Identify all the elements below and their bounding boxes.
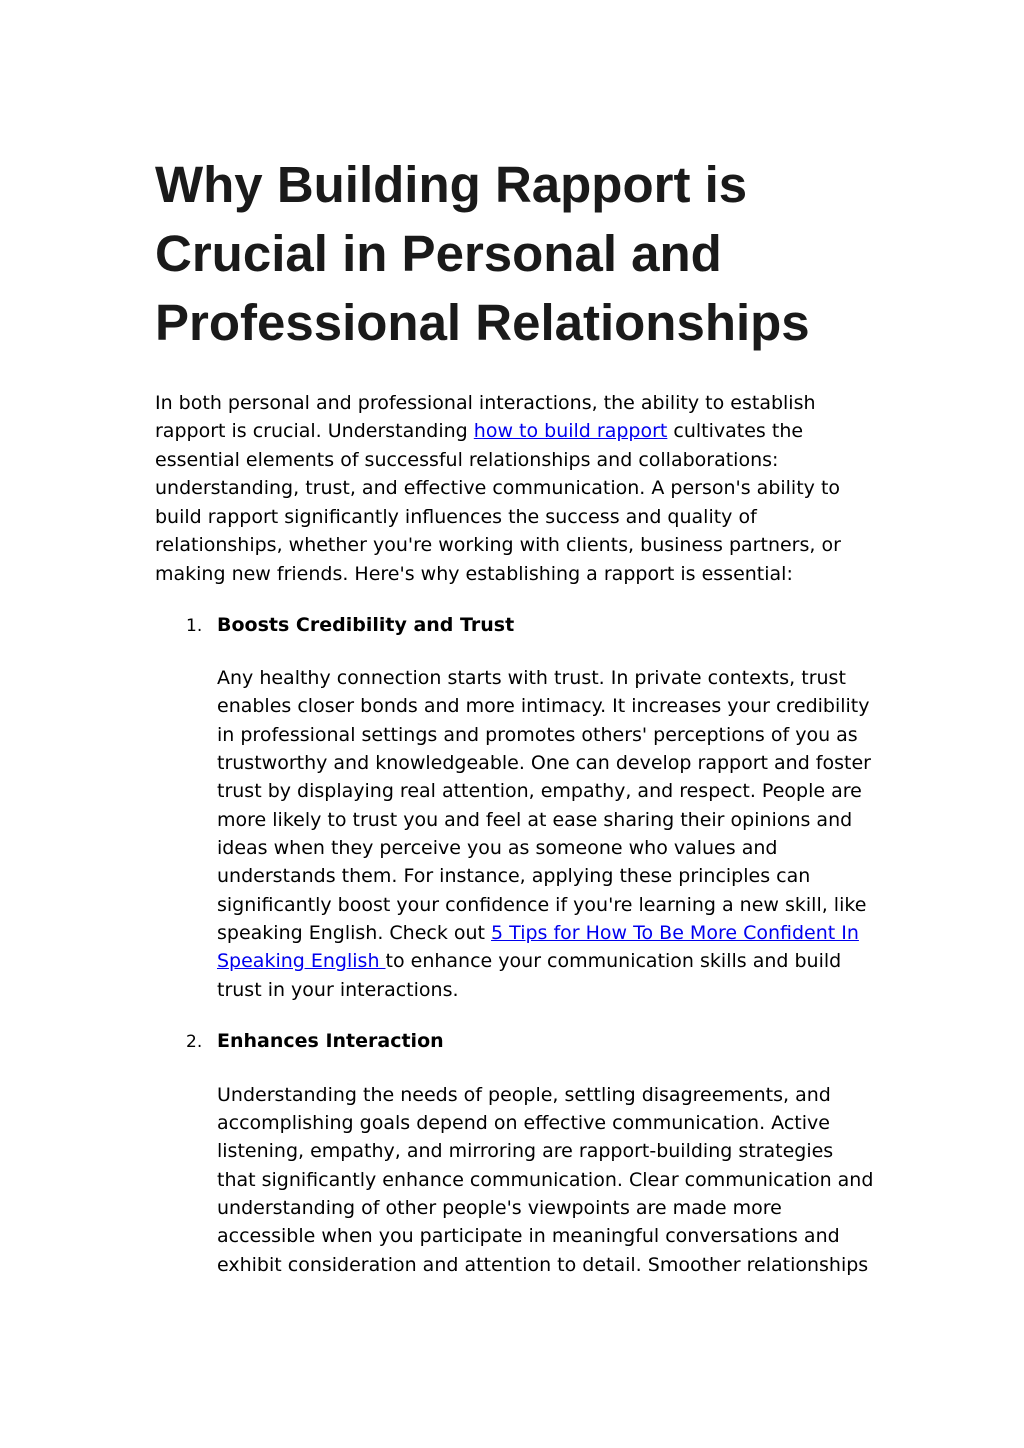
paragraph-line: Understanding the needs of people, settling disagreements, and [217, 1084, 831, 1106]
paragraph-line: exhibit consideration and attention to detail. Smoother relationships [217, 1254, 869, 1276]
paragraph-line: listening, empathy, and mirroring are rapport-building strategies [217, 1140, 834, 1162]
paragraph-line: that significantly enhance communication. Clear communication and [217, 1169, 874, 1191]
list-item-number: 1. [186, 616, 203, 636]
intro-text: cultivates the [667, 420, 804, 442]
paragraph-line: trust in your interactions. [217, 979, 459, 1001]
intro-line: making new friends. Here's why establishing a rapport is essential: [155, 563, 793, 585]
list-item-heading: Enhances Interaction [217, 1030, 444, 1052]
paragraph-line: accessible when you participate in meaningful conversations and [217, 1225, 840, 1247]
title-line: Crucial in Personal and [155, 225, 722, 282]
paragraph-line: enables closer bonds and more intimacy. It increases your credibility [217, 695, 870, 717]
list-item-heading: Boosts Credibility and Trust [217, 614, 515, 636]
intro-line: understanding, trust, and effective communication. A person's ability to [155, 477, 841, 499]
list-item-number: 2. [186, 1032, 203, 1052]
paragraph-line: accomplishing goals depend on effective communication. Active [217, 1112, 830, 1134]
intro-line [155, 417, 803, 446]
paragraph-line: Any healthy connection starts with trust. In private contexts, trust [217, 667, 846, 689]
confident-english-link[interactable]: 5 Tips for How To Be More Confident In [491, 922, 859, 944]
paragraph-text: to enhance your communication skills and build [385, 950, 842, 972]
paragraph-line: trustworthy and knowledgeable. One can develop rapport and foster [217, 752, 871, 774]
page-title [155, 150, 915, 357]
paragraph-line: more likely to trust you and feel at ease sharing their opinions and [217, 809, 853, 831]
title-line: Professional Relationships [155, 294, 810, 351]
intro-line: build rapport significantly influences the success and quality of [155, 506, 757, 528]
paragraph-line [217, 919, 859, 948]
intro-line: In both personal and professional interactions, the ability to establish [155, 392, 816, 414]
paragraph-line: significantly boost your confidence if you're learning a new skill, like [217, 894, 867, 916]
paragraph-line: understands them. For instance, applying these principles can [217, 865, 811, 887]
paragraph-line [217, 947, 841, 976]
paragraph-line: ideas when they perceive you as someone who values and [217, 837, 778, 859]
confident-english-link-continued[interactable]: Speaking English [217, 950, 386, 972]
paragraph-line: understanding of other people's viewpoints are made more [217, 1197, 782, 1219]
title-line: Why Building Rapport is [155, 156, 748, 213]
paragraph-text: speaking English. Check out [217, 922, 492, 944]
paragraph-line: trust by displaying real attention, empathy, and respect. People are [217, 780, 862, 802]
paragraph-line: in professional settings and promotes others' perceptions of you as [217, 724, 858, 746]
intro-line: relationships, whether you're working with clients, business partners, or [155, 534, 841, 556]
intro-line: essential elements of successful relationships and collaborations: [155, 449, 779, 471]
how-to-build-rapport-link[interactable]: how to build rapport [473, 420, 668, 442]
intro-text: rapport is crucial. Understanding [155, 420, 474, 442]
